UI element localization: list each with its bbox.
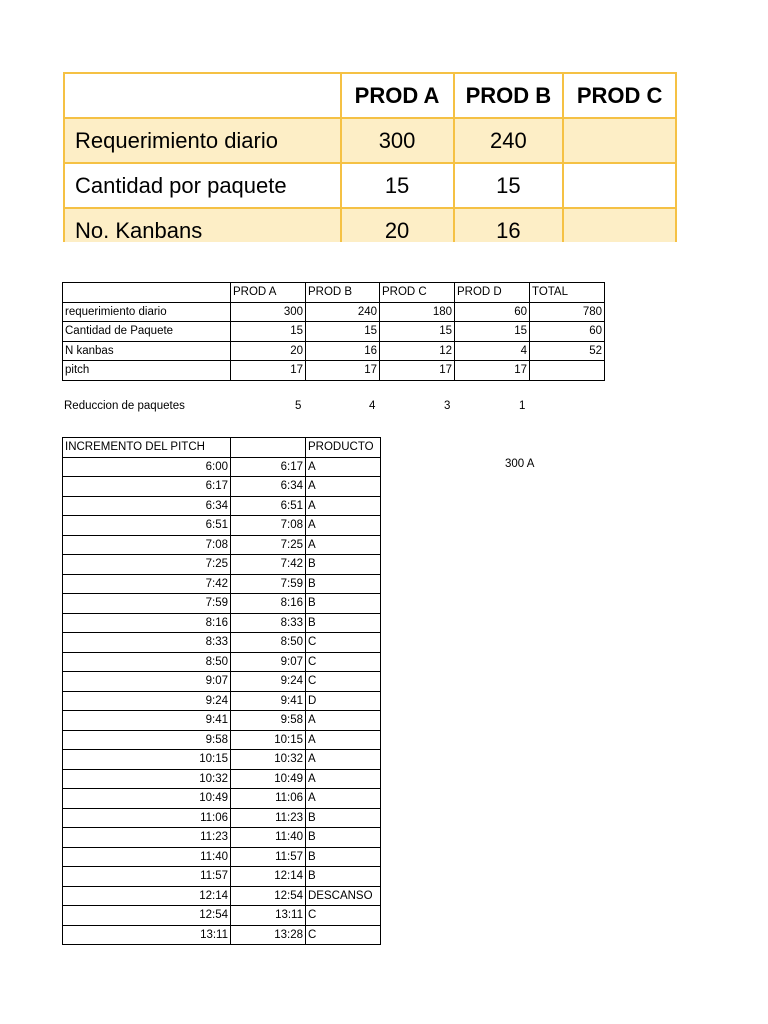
pitch-end-time: 13:11 (231, 906, 306, 926)
pitch-product: B (306, 867, 381, 887)
pitch-product: A (306, 730, 381, 750)
kanban-row (63, 322, 605, 342)
pitch-end-time: 12:14 (231, 867, 306, 887)
pitch-row (63, 789, 381, 809)
pitch-header-cell: PRODUCTO (306, 438, 381, 458)
kanban-header-cell: PROD D (455, 283, 530, 303)
kanban-cell: 240 (306, 302, 380, 322)
pitch-product: A (306, 535, 381, 555)
pitch-end-time: 11:57 (231, 847, 306, 867)
pitch-end-time: 9:41 (231, 691, 306, 711)
pitch-start-time: 10:32 (63, 769, 231, 789)
pitch-end-time: 6:51 (231, 496, 306, 516)
reduction-value-a: 5 (295, 400, 302, 412)
summary-cell (563, 118, 676, 163)
pitch-product: B (306, 613, 381, 633)
pitch-start-time: 8:50 (63, 652, 231, 672)
pitch-product: DESCANSO (306, 886, 381, 906)
pitch-row (63, 496, 381, 516)
kanban-row-label: N kanbas (63, 341, 231, 361)
summary-cell (563, 163, 676, 208)
pitch-start-time: 7:59 (63, 594, 231, 614)
pitch-table (62, 437, 381, 945)
pitch-row (63, 769, 381, 789)
pitch-start-time: 7:25 (63, 555, 231, 575)
summary-row-label: No. Kanbans (64, 208, 341, 242)
pitch-row (63, 750, 381, 770)
kanban-header-cell: TOTAL (530, 283, 605, 303)
pitch-product: B (306, 828, 381, 848)
kanban-cell: 17 (455, 361, 530, 381)
pitch-product: A (306, 457, 381, 477)
summary-row (64, 208, 676, 242)
pitch-start-time: 9:41 (63, 711, 231, 731)
pitch-header-cell: INCREMENTO DEL PITCH (63, 438, 231, 458)
pitch-header-row (63, 438, 381, 458)
pitch-end-time: 13:28 (231, 925, 306, 945)
pitch-start-time: 13:11 (63, 925, 231, 945)
kanban-row-label: Cantidad de Paquete (63, 322, 231, 342)
kanban-row-label: pitch (63, 361, 231, 381)
pitch-start-time: 7:42 (63, 574, 231, 594)
pitch-row (63, 535, 381, 555)
pitch-row (63, 516, 381, 536)
reduction-value-b: 4 (369, 400, 376, 412)
pitch-start-time: 6:34 (63, 496, 231, 516)
kanban-cell: 15 (380, 322, 455, 342)
pitch-product: C (306, 906, 381, 926)
summary-header-cell: PROD C (563, 73, 676, 118)
summary-header-row (64, 73, 676, 118)
pitch-product: A (306, 516, 381, 536)
kanban-cell: 52 (530, 341, 605, 361)
pitch-product: C (306, 925, 381, 945)
pitch-row (63, 925, 381, 945)
pitch-product: A (306, 477, 381, 497)
pitch-product: B (306, 594, 381, 614)
kanban-cell: 780 (530, 302, 605, 322)
pitch-product: C (306, 672, 381, 692)
pitch-product: C (306, 652, 381, 672)
kanban-cell: 4 (455, 341, 530, 361)
summary-cell: 15 (454, 163, 564, 208)
summary-cell: 240 (454, 118, 564, 163)
summary-cell: 20 (341, 208, 454, 242)
pitch-start-time: 11:40 (63, 847, 231, 867)
kanban-cell: 15 (306, 322, 380, 342)
kanban-row (63, 341, 605, 361)
pitch-product: D (306, 691, 381, 711)
kanban-cell: 17 (306, 361, 380, 381)
pitch-start-time: 10:49 (63, 789, 231, 809)
summary-header-cell (64, 73, 341, 118)
kanban-row (63, 361, 605, 381)
pitch-start-time: 12:14 (63, 886, 231, 906)
kanban-header-cell: PROD C (380, 283, 455, 303)
kanban-row-label: requerimiento diario (63, 302, 231, 322)
pitch-product: B (306, 555, 381, 575)
pitch-end-time: 11:23 (231, 808, 306, 828)
side-note: 300 A (505, 458, 535, 470)
pitch-start-time: 9:07 (63, 672, 231, 692)
pitch-end-time: 7:42 (231, 555, 306, 575)
pitch-product: A (306, 750, 381, 770)
pitch-header-cell (231, 438, 306, 458)
pitch-end-time: 6:34 (231, 477, 306, 497)
kanban-cell: 20 (231, 341, 306, 361)
reduction-label: Reduccion de paquetes (64, 400, 185, 412)
pitch-row (63, 691, 381, 711)
summary-row (64, 118, 676, 163)
kanban-cell: 16 (306, 341, 380, 361)
pitch-end-time: 8:16 (231, 594, 306, 614)
pitch-end-time: 6:17 (231, 457, 306, 477)
kanban-cell: 17 (380, 361, 455, 381)
kanban-header-row (63, 283, 605, 303)
reduction-value-d: 1 (519, 400, 526, 412)
pitch-row (63, 828, 381, 848)
pitch-end-time: 8:50 (231, 633, 306, 653)
pitch-end-time: 7:08 (231, 516, 306, 536)
pitch-product: A (306, 789, 381, 809)
reduction-value-c: 3 (444, 400, 451, 412)
summary-cell (563, 208, 676, 242)
kanban-table (62, 282, 605, 381)
summary-table (63, 72, 677, 242)
pitch-end-time: 10:32 (231, 750, 306, 770)
pitch-row (63, 867, 381, 887)
kanban-header-cell: PROD B (306, 283, 380, 303)
kanban-row (63, 302, 605, 322)
pitch-row (63, 555, 381, 575)
pitch-row (63, 574, 381, 594)
pitch-product: B (306, 847, 381, 867)
pitch-row (63, 613, 381, 633)
summary-cell: 300 (341, 118, 454, 163)
pitch-row (63, 886, 381, 906)
pitch-row (63, 477, 381, 497)
summary-header-cell: PROD A (341, 73, 454, 118)
pitch-row (63, 652, 381, 672)
kanban-cell: 60 (455, 302, 530, 322)
kanban-cell: 12 (380, 341, 455, 361)
pitch-row (63, 730, 381, 750)
pitch-start-time: 6:17 (63, 477, 231, 497)
kanban-header-cell (63, 283, 231, 303)
pitch-start-time: 6:51 (63, 516, 231, 536)
pitch-row (63, 672, 381, 692)
pitch-start-time: 6:00 (63, 457, 231, 477)
pitch-end-time: 11:06 (231, 789, 306, 809)
pitch-end-time: 12:54 (231, 886, 306, 906)
pitch-end-time: 11:40 (231, 828, 306, 848)
pitch-end-time: 7:59 (231, 574, 306, 594)
pitch-row (63, 711, 381, 731)
kanban-cell: 15 (231, 322, 306, 342)
kanban-cell: 60 (530, 322, 605, 342)
pitch-end-time: 9:24 (231, 672, 306, 692)
kanban-cell (530, 361, 605, 381)
pitch-row (63, 633, 381, 653)
pitch-product: A (306, 496, 381, 516)
pitch-row (63, 847, 381, 867)
kanban-cell: 17 (231, 361, 306, 381)
pitch-product: A (306, 769, 381, 789)
summary-row-label: Requerimiento diario (64, 118, 341, 163)
pitch-end-time: 7:25 (231, 535, 306, 555)
summary-header-cell: PROD B (454, 73, 564, 118)
kanban-cell: 180 (380, 302, 455, 322)
pitch-product: B (306, 808, 381, 828)
summary-cell: 16 (454, 208, 564, 242)
pitch-end-time: 9:58 (231, 711, 306, 731)
pitch-product: C (306, 633, 381, 653)
summary-cell: 15 (341, 163, 454, 208)
pitch-start-time: 9:58 (63, 730, 231, 750)
pitch-end-time: 9:07 (231, 652, 306, 672)
pitch-end-time: 10:49 (231, 769, 306, 789)
pitch-start-time: 12:54 (63, 906, 231, 926)
pitch-row (63, 457, 381, 477)
pitch-row (63, 808, 381, 828)
pitch-product: B (306, 574, 381, 594)
pitch-start-time: 11:57 (63, 867, 231, 887)
pitch-start-time: 8:16 (63, 613, 231, 633)
pitch-row (63, 594, 381, 614)
pitch-start-time: 10:15 (63, 750, 231, 770)
pitch-start-time: 11:06 (63, 808, 231, 828)
pitch-start-time: 11:23 (63, 828, 231, 848)
summary-table-wrapper (63, 72, 677, 242)
pitch-start-time: 8:33 (63, 633, 231, 653)
kanban-header-cell: PROD A (231, 283, 306, 303)
pitch-start-time: 7:08 (63, 535, 231, 555)
pitch-start-time: 9:24 (63, 691, 231, 711)
kanban-cell: 300 (231, 302, 306, 322)
summary-row (64, 163, 676, 208)
pitch-product: A (306, 711, 381, 731)
summary-row-label: Cantidad por paquete (64, 163, 341, 208)
pitch-end-time: 10:15 (231, 730, 306, 750)
reduction-row (63, 400, 563, 418)
kanban-cell: 15 (455, 322, 530, 342)
pitch-end-time: 8:33 (231, 613, 306, 633)
pitch-row (63, 906, 381, 926)
